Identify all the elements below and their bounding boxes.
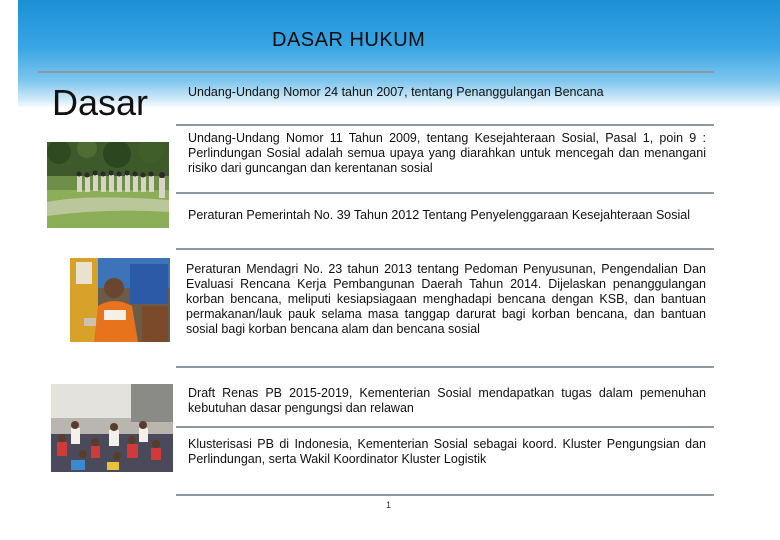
item-divider [176,248,714,250]
side-label: Dasar [52,82,149,123]
legal-basis-item-1: Undang-Undang Nomor 24 tahun 2007, tentang Penanggulangan Bencana [188,85,604,99]
legal-basis-item-3: Peraturan Pemerintah No. 39 Tahun 2012 Tentang Penyelenggaraan Kesejahteraan Sosial [188,208,690,222]
page-number: 1 [386,500,392,510]
legal-basis-item-5: Draft Renas PB 2015-2019, Kementerian Sosial mendapatkan tugas dalam pemenuhan kebutuhan dasar pengungsi dan relawan [188,386,706,415]
legal-basis-item-4: Peraturan Mendagri No. 23 tahun 2013 tentang Pedoman Penyusunan, Pengendalian Dan Evaluasi Rencana Kerja Pembangunan Daerah Tahun 2014. Dijelaskan penanggulangan korban bencana, meliputi kesiapsiagaan menghadapi bencana dengan KSB, dan bantuan permakanan/lauk pauk selama masa tanggap darurat bagi korban bencana, dan bantuan sosial bagi korban bencana alam dan bencana sosial [186,262,706,336]
item-divider [176,192,714,194]
frame-edge [0,0,18,540]
item-divider [176,426,714,428]
item-divider [176,124,714,126]
legal-basis-item-6: Klusterisasi PB di Indonesia, Kementerian Sosial sebagai koord. Kluster Pengungsian dan Perlindungan, serta Wakil Koordinator Kluster Logistik [188,437,706,466]
legal-basis-item-2: Undang-Undang Nomor 11 Tahun 2009, tentang Kesejahteraan Sosial, Pasal 1, poin 9 : Perlindungan Sosial adalah semua upaya yang diarahkan untuk mencegah dan menangani risiko dari guncangan dan kerentanan sosial [188,131,706,175]
header-divider [38,71,714,73]
parade-photo [47,142,169,228]
slide-title: DASAR HUKUM [272,29,426,51]
item-divider [176,366,714,368]
item-divider [176,494,714,496]
evacuees-photo [51,384,173,472]
relief-worker-photo [70,258,170,342]
